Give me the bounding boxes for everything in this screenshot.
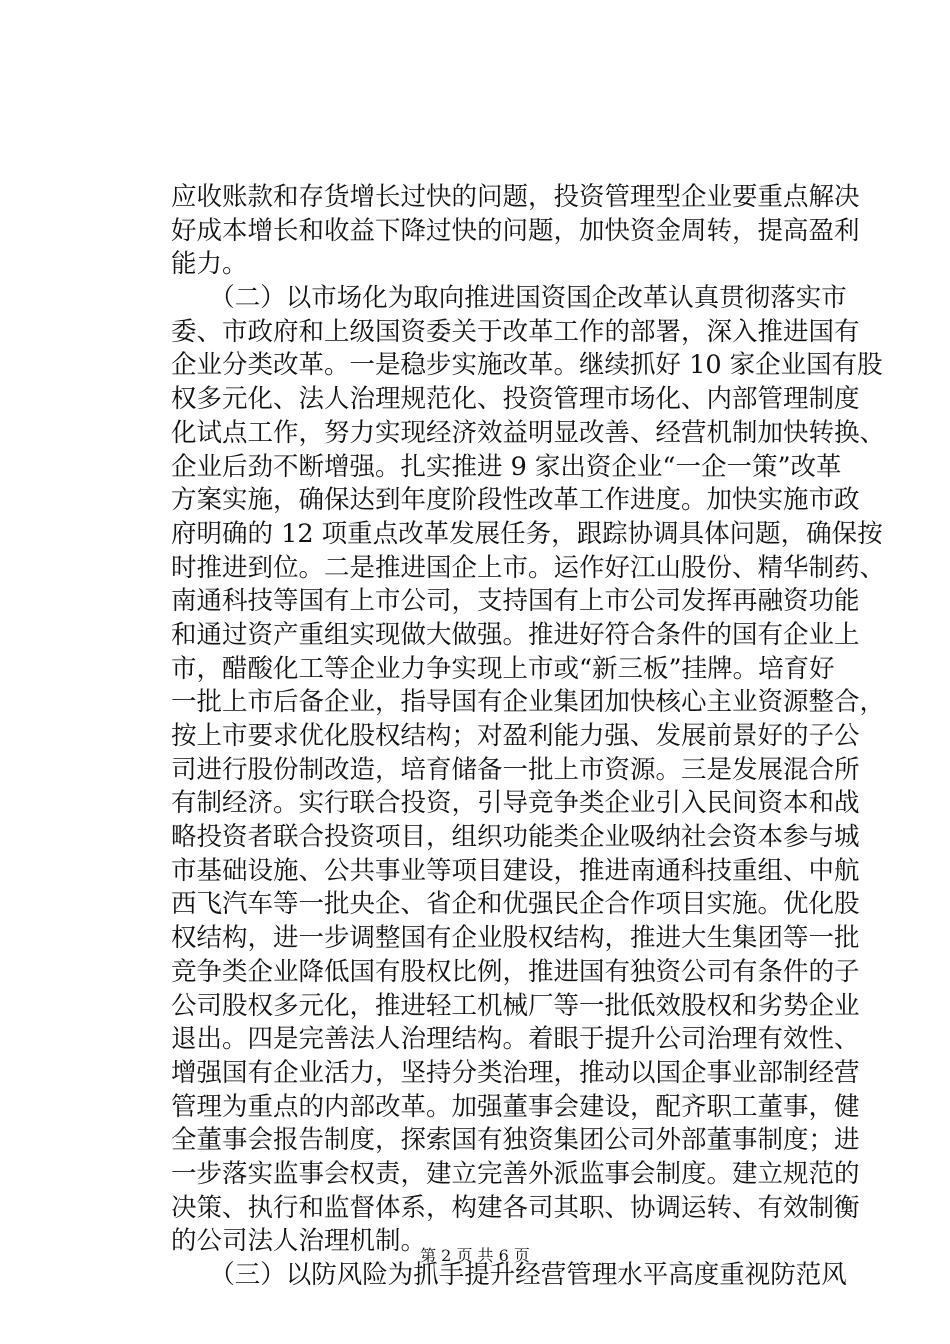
page-number-footer: 第 2 页 共 6 页 [420,1246,530,1265]
text-line: （二）以市场化为取向推进国资国企改革认真贯彻落实市 [171,283,847,314]
text-line: 公司股权多元化，推进轻工机械厂等一批低效股权和劣势企业 [171,990,860,1021]
text-line: 有制经济。实行联合投资，引导竞争类企业引入民间资本和战 [171,788,860,819]
text-line: 企业后劲不断增强。扎实推进 9 家出资企业“一企一策”改革 [171,451,842,482]
text-line: 好成本增长和收益下降过快的问题，加快资金周转，提高盈利 [171,215,860,246]
text-line: 市，醋酸化工等企业力争实现上市或“新三板”挂牌。培育好 [171,653,835,684]
text-line: 和通过资产重组实现做大做强。推进好符合条件的国有企业上 [171,619,860,650]
text-line: 一步落实监事会权责，建立完善外派监事会制度。建立规范的 [171,1158,860,1189]
text-line: 南通科技等国有上市公司，支持国有上市公司发挥再融资功能 [171,586,860,617]
text-line: 权多元化、法人治理规范化、投资管理市场化、内部管理制度 [171,384,860,415]
text-line: 增强国有企业活力，坚持分类治理，推动以国企事业部制经营 [171,1057,860,1088]
text-line: 的公司法人治理机制。 [171,1226,427,1257]
text-line: 时推进到位。二是推进国企上市。运作好江山股份、精华制药、 [171,552,886,583]
text-line: 司进行股份制改造，培育储备一批上市资源。三是发展混合所 [171,754,860,785]
text-line: 按上市要求优化股权结构；对盈利能力强、发展前景好的子公 [171,721,860,751]
text-line: 竞争类企业降低国有股权比例，推进国有独资公司有条件的子 [171,956,860,987]
text-line: 委、市政府和上级国资委关于改革工作的部署，深入推进国有 [171,316,860,347]
text-line: 西飞汽车等一批央企、省企和优强民企合作项目实施。优化股 [171,889,860,920]
text-line: 应收账款和存货增长过快的问题，投资管理型企业要重点解决 [171,182,860,212]
document-body [171,181,886,1293]
text-line: 市基础设施、公共事业等项目建设，推进南通科技重组、中航 [171,855,860,886]
text-line: 化试点工作，努力实现经济效益明显改善、经营机制加快转换、 [171,417,886,448]
text-line: 管理为重点的内部改革。加强董事会建设，配齐职工董事，健 [171,1091,860,1122]
text-line: 一批上市后备企业，指导国有企业集团加快核心主业资源整合， [171,687,886,718]
text-line: 府明确的 12 项重点改革发展任务，跟踪协调具体问题，确保按 [171,518,883,549]
text-line: 退出。四是完善法人治理结构。着眼于提升公司治理有效性、 [171,1024,860,1055]
text-line: 企业分类改革。一是稳步实施改革。继续抓好 10 家企业国有股 [171,350,883,381]
text-line: 能力。 [171,249,248,280]
text-line: 权结构，进一步调整国有企业股权结构，推进大生集团等一批 [171,923,860,954]
text-line: 方案实施，确保达到年度阶段性改革工作进度。加快实施市政 [171,485,860,516]
text-line: （三）以防风险为抓手提升经营管理水平高度重视防范风 [171,1260,847,1290]
text-line: 全董事会报告制度，探索国有独资集团公司外部董事制度；进 [171,1125,860,1156]
text-line: 决策、执行和监督体系，构建各司其职、协调运转、有效制衡 [171,1192,860,1223]
text-line: 略投资者联合投资项目，组织功能类企业吸纳社会资本参与城 [171,822,860,853]
